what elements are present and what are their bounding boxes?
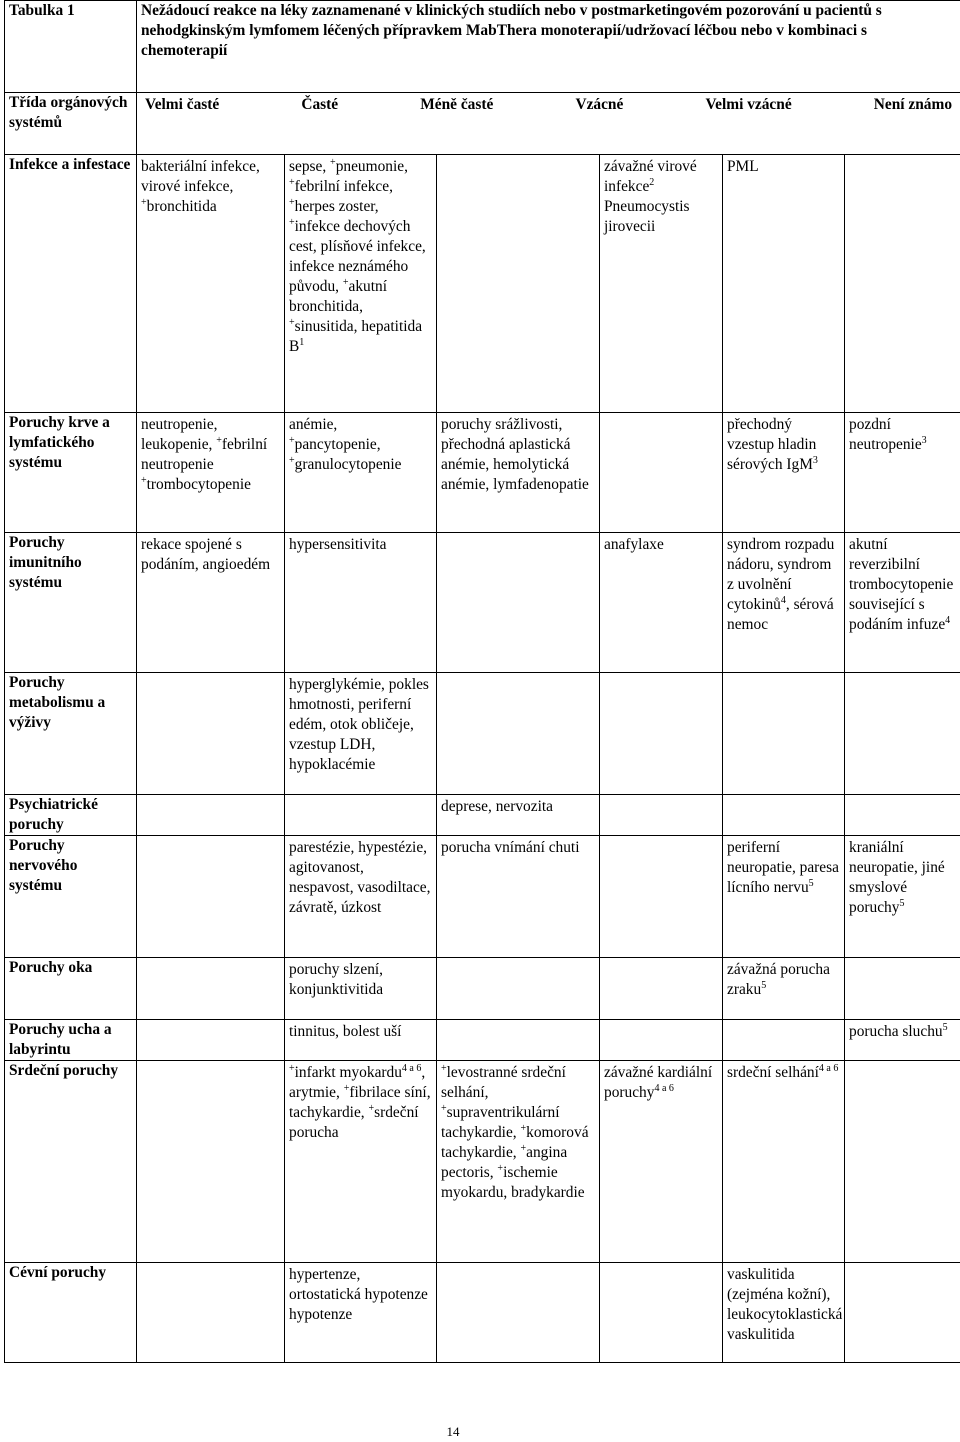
- organ-class-cell: Poruchy metabolismu a výživy: [5, 673, 137, 795]
- cell-rare: [600, 795, 723, 836]
- header-col-very-rare: Velmi vzácné: [705, 96, 792, 113]
- organ-class-cell: Poruchy krve a lymfatického systému: [5, 413, 137, 533]
- organ-class-cell: Cévní poruchy: [5, 1263, 137, 1363]
- cell-uncommon: deprese, nervozita: [437, 795, 600, 836]
- cell-rare: [600, 413, 723, 533]
- header-frequencies: [137, 93, 960, 155]
- cell-common: +infarkt myokardu$^{4 a 6}$, arytmie, +fibrilace síní, tachykardie, +srdeční porucha: [285, 1061, 437, 1263]
- header-col-uncommon: Méně časté: [420, 96, 494, 113]
- cell-very-common: neutropenie, leukopenie, +febrilní neutropenie +trombocytopenie: [137, 413, 285, 533]
- cell-not-known: [845, 673, 960, 795]
- table-row: [5, 1020, 960, 1061]
- organ-class-cell: Srdeční poruchy: [5, 1061, 137, 1263]
- cell-common: anémie, +pancytopenie, +granulocytopenie: [285, 413, 437, 533]
- table-row: [5, 533, 960, 673]
- header-col-not-known: Není známo: [873, 96, 953, 113]
- cell-very-common: [137, 1263, 285, 1363]
- cell-uncommon: [437, 958, 600, 1020]
- header-col-rare: Vzácné: [575, 96, 624, 113]
- cell-rare: anafylaxe: [600, 533, 723, 673]
- cell-very-common: [137, 673, 285, 795]
- organ-class-cell: Poruchy nervového systému: [5, 836, 137, 958]
- adverse-reactions-table: [4, 0, 960, 1363]
- table-body: [5, 155, 960, 1363]
- cell-uncommon: porucha vnímání chuti: [437, 836, 600, 958]
- cell-very-rare: závažná porucha zraku$^5$: [723, 958, 845, 1020]
- header-col-very-common: Velmi časté: [145, 96, 220, 113]
- cell-common: tinnitus, bolest uší: [285, 1020, 437, 1061]
- cell-uncommon: poruchy srážlivosti, přechodná aplastická anémie, hemolytická anémie, lymfadenopatie: [437, 413, 600, 533]
- cell-not-known: [845, 795, 960, 836]
- cell-very-common: rekace spojené s podáním, angioedém: [137, 533, 285, 673]
- table-row: [5, 155, 960, 413]
- cell-not-known: [845, 1263, 960, 1363]
- table-title: Nežádoucí reakce na léky zaznamenané v klinických studiích nebo v postmarketingovém pozorování u pacientů s nehodgkinským lymfomem léčených přípravkem MabThera monoterapií/udržovací léčbou nebo v kombinaci s chemoterapií: [137, 1, 960, 93]
- organ-class-cell: Poruchy ucha a labyrintu: [5, 1020, 137, 1061]
- cell-rare: [600, 673, 723, 795]
- cell-common: parestézie, hypestézie, agitovanost, nespavost, vasodiltace, závratě, úzkost: [285, 836, 437, 958]
- cell-rare: závažné virové infekce$^2$ Pneumocystis jirovecii: [600, 155, 723, 413]
- cell-uncommon: [437, 533, 600, 673]
- cell-very-rare: periferní neuropatie, paresa lícního nervu$^5$: [723, 836, 845, 958]
- cell-very-rare: PML: [723, 155, 845, 413]
- cell-rare: závažné kardiální poruchy$^{4 a 6}$: [600, 1061, 723, 1263]
- table-row: [5, 413, 960, 533]
- cell-rare: [600, 958, 723, 1020]
- cell-common: hypersensitivita: [285, 533, 437, 673]
- cell-uncommon: [437, 673, 600, 795]
- cell-not-known: porucha sluchu$^5$: [845, 1020, 960, 1061]
- cell-very-common: [137, 795, 285, 836]
- cell-very-common: bakteriální infekce, virové infekce, +bronchitida: [137, 155, 285, 413]
- organ-class-cell: Poruchy oka: [5, 958, 137, 1020]
- cell-rare: [600, 836, 723, 958]
- header-col-common: Časté: [301, 96, 339, 113]
- organ-class-cell: Infekce a infestace: [5, 155, 137, 413]
- cell-very-common: [137, 836, 285, 958]
- cell-very-rare: vaskulitida (zejména kožní), leukocytoklastická vaskulitida: [723, 1263, 845, 1363]
- cell-very-rare: srdeční selhání$^{4 a 6}$: [723, 1061, 845, 1263]
- table-row: [5, 958, 960, 1020]
- table-row: [5, 795, 960, 836]
- cell-not-known: akutní reverzibilní trombocytopenie související s podáním infuze$^4$: [845, 533, 960, 673]
- cell-common: poruchy slzení, konjunktivitida: [285, 958, 437, 1020]
- cell-common: sepse, +pneumonie, +febrilní infekce, +herpes zoster, +infekce dechových cest, plísňové infekce, infekce neznámého původu, +akutní bronchitida, +sinusitida, hepatitida $B^1$: [285, 155, 437, 413]
- cell-not-known: [845, 1061, 960, 1263]
- cell-common: hyperglykémie, pokles hmotnosti, periferní edém, otok obličeje, vzestup LDH, hypoklacémie: [285, 673, 437, 795]
- cell-very-rare: [723, 795, 845, 836]
- organ-class-cell: Psychiatrické poruchy: [5, 795, 137, 836]
- cell-very-rare: syndrom rozpadu nádoru, syndrom z uvolnění cytokinů$^4$, sérová nemoc: [723, 533, 845, 673]
- cell-very-common: [137, 1061, 285, 1263]
- cell-uncommon: [437, 1263, 600, 1363]
- header-organ-class: Třída orgánových systémů: [5, 93, 137, 155]
- cell-rare: [600, 1020, 723, 1061]
- cell-very-rare: [723, 1020, 845, 1061]
- cell-very-rare: přechodný vzestup hladin sérových IgM$^3$: [723, 413, 845, 533]
- cell-uncommon: [437, 155, 600, 413]
- organ-class-cell: Poruchy imunitního systému: [5, 533, 137, 673]
- cell-very-common: [137, 1020, 285, 1061]
- cell-uncommon: +levostranné srdeční selhání, +supraventrikulární tachykardie, +komorová tachykardie, +angina pectoris, +ischemie myokardu, bradykardie: [437, 1061, 600, 1263]
- cell-not-known: pozdní neutropenie$^3$: [845, 413, 960, 533]
- table-row: [5, 673, 960, 795]
- cell-rare: [600, 1263, 723, 1363]
- cell-not-known: kraniální neuropatie, jiné smyslové poruchy$^5$: [845, 836, 960, 958]
- table-row: [5, 1061, 960, 1263]
- page-number: 14: [446, 1424, 460, 1439]
- cell-very-common: [137, 958, 285, 1020]
- cell-very-rare: [723, 673, 845, 795]
- table-row: [5, 836, 960, 958]
- table-label: Tabulka 1: [5, 1, 137, 93]
- cell-not-known: [845, 958, 960, 1020]
- cell-common: hypertenze, ortostatická hypotenze hypotenze: [285, 1263, 437, 1363]
- cell-common: [285, 795, 437, 836]
- table-row: [5, 1263, 960, 1363]
- cell-uncommon: [437, 1020, 600, 1061]
- cell-not-known: [845, 155, 960, 413]
